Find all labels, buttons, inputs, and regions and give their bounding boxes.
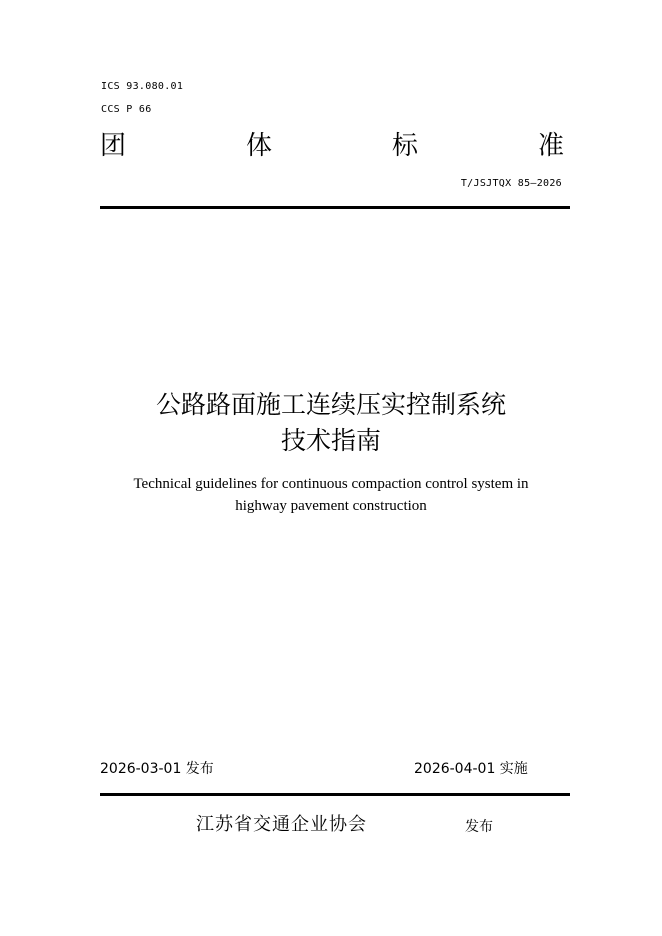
english-title-line-2: highway pavement construction	[235, 498, 427, 514]
standard-type-char: 体	[245, 130, 272, 161]
ccs-code: CCS P 66	[101, 104, 152, 115]
ics-code: ICS 93.080.01	[101, 81, 184, 92]
bottom-divider	[100, 793, 570, 796]
chinese-title-line-1: 公路路面施工连续压实控制系统	[155, 390, 506, 419]
implementation-date: 2026-04-01 实施	[414, 761, 528, 777]
standard-type-char: 标	[391, 130, 418, 161]
publish-label: 发布	[465, 819, 493, 835]
english-title-line-1: Technical guidelines for continuous compaction control system in	[133, 476, 529, 492]
chinese-title-line-2: 技术指南	[280, 426, 381, 455]
publish-date: 2026-03-01 发布	[100, 761, 214, 777]
standard-code: T/JSJTQX 85—2026	[460, 178, 562, 189]
top-divider	[100, 206, 570, 209]
publisher-name: 江苏省交通企业协会	[196, 814, 367, 835]
standard-type-char: 准	[537, 130, 564, 161]
standard-type-title	[100, 126, 564, 160]
standard-type-char: 团	[100, 130, 127, 161]
